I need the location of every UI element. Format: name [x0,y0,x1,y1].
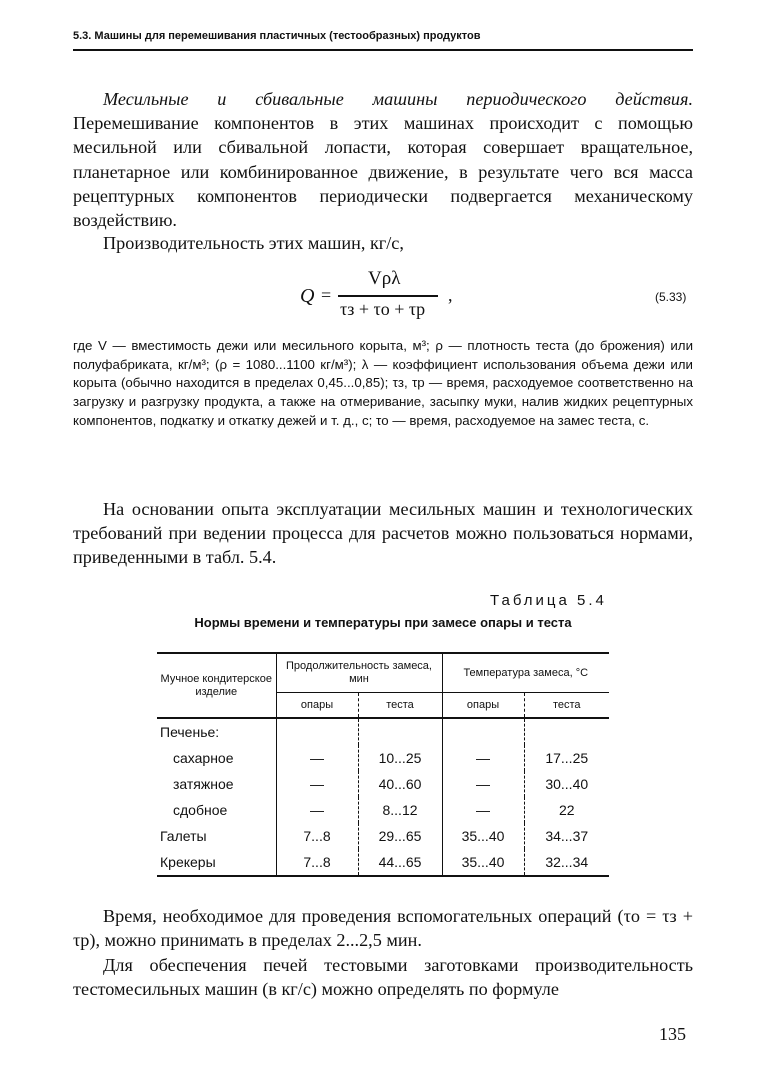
header-rule [73,49,693,51]
table-label: Таблица 5.4 [490,592,607,609]
cell-temperature-testa: 22 [524,797,609,823]
row-label: Галеты [160,828,207,844]
header-duration-testa: теста [358,693,442,719]
formula-comma: , [448,285,453,305]
header-product: Мучное кондитерское изделие [157,653,276,718]
where-paragraph: где V — вместимость дежи или месильного корыта, м³; ρ — плотность теста (до брожения) или полуфабриката, кг/м³; (ρ = 1080...1100 кг/м³); λ — коэффициент использования объема дежи или корыта (обычно находится в пределах 0,45...0,85); τз, τр — время, расходуемое соответственно на загрузку и разгрузку продукта, а также на отмеривание, засыпку муки, налив жидких рецептурных компонентов, подкатку и откатку дежей и т. д., с; τо — время, расходуемое на замес теста, с. [73,338,693,428]
cell-duration-opara: — [276,771,358,797]
formula-equals: = [321,285,332,305]
last-paragraph [73,953,693,1001]
cell-temperature-opara [442,718,524,745]
row-label: сахарное [173,750,234,766]
productivity-paragraph [73,231,693,255]
intro-text: Перемешивание компонентов в этих машинах происходит с помощью месильной или сбивальной лопасти, которая совершает вращательное, планетарное или комбинированное движение, в результате чего вся масса рецептурных компонентов периодически подвергается механическому воздействию. [73,113,693,231]
cell-temperature-opara: — [442,797,524,823]
cell-temperature-opara: 35...40 [442,823,524,849]
intro-paragraph [73,87,693,232]
cell-temperature-opara: 35...40 [442,849,524,876]
cell-temperature-testa: 32...34 [524,849,609,876]
cell-temperature-opara: — [442,745,524,771]
aux-text: Время, необходимое для проведения вспомогательных операций (τо = τз + τр), можно принимать в пределах 2...2,5 мин. [73,906,693,951]
cell-duration-opara [276,718,358,745]
cell-temperature-testa [524,718,609,745]
table-row [157,771,609,797]
header-temperature-opara: опары [442,693,524,719]
cell-temperature-testa: 17...25 [524,745,609,771]
formula-left-side: Q [300,285,315,307]
basis-text: На основании опыта эксплуатации месильных машин и технологических требований при ведении процесса для расчетов можно пользоваться нормами, приведенными в табл. 5.4. [73,499,693,568]
cell-temperature-testa: 30...40 [524,771,609,797]
table-row [157,797,609,823]
aux-paragraph [73,904,693,952]
header-temperature: Температура замеса, °С [442,653,609,693]
header-duration-opara: опары [276,693,358,719]
cell-temperature-testa: 34...37 [524,823,609,849]
cell-duration-opara: — [276,745,358,771]
table-row [157,849,609,876]
row-label: сдобное [173,802,228,818]
intro-italic-lead: Месильные и сбивальные машины периодического действия. [103,89,693,109]
row-label: Печенье: [160,724,220,740]
table-row [157,745,609,771]
formula-denominator: τз + τо + τр [340,299,426,319]
row-label: затяжное [173,776,234,792]
formula-number: (5.33) [655,290,687,304]
row-label: Крекеры [157,849,276,876]
productivity-text: Производительность этих машин, кг/с, [103,233,404,253]
cell-duration-opara: 7...8 [276,823,358,849]
formula-5-33 [300,268,480,328]
formula-numerator: Vρλ [368,268,401,289]
table-row [157,823,609,849]
table-title: Нормы времени и температуры при замесе опары и теста [194,615,572,630]
table-row [157,718,609,745]
header-duration: Продолжительность замеса, мин [276,653,442,693]
basis-paragraph [73,497,693,570]
cell-temperature-opara: — [442,771,524,797]
cell-duration-opara: 7...8 [276,849,358,876]
formula-fraction-bar [338,295,438,297]
cell-duration-testa [358,718,442,745]
cell-duration-testa: 29...65 [358,823,442,849]
norms-table [157,652,609,877]
header-temperature-testa: теста [524,693,609,719]
cell-duration-testa: 8...12 [358,797,442,823]
page-number: 135 [659,1024,686,1044]
cell-duration-testa: 10...25 [358,745,442,771]
last-text: Для обеспечения печей тестовыми заготовками производительность тестомесильных машин (в кг/с) можно определять по формуле [73,955,693,1000]
running-head: 5.3. Машины для перемешивания пластичных (тестообразных) продуктов [73,30,481,42]
cell-duration-testa: 40...60 [358,771,442,797]
cell-duration-testa: 44...65 [358,849,442,876]
cell-duration-opara: — [276,797,358,823]
